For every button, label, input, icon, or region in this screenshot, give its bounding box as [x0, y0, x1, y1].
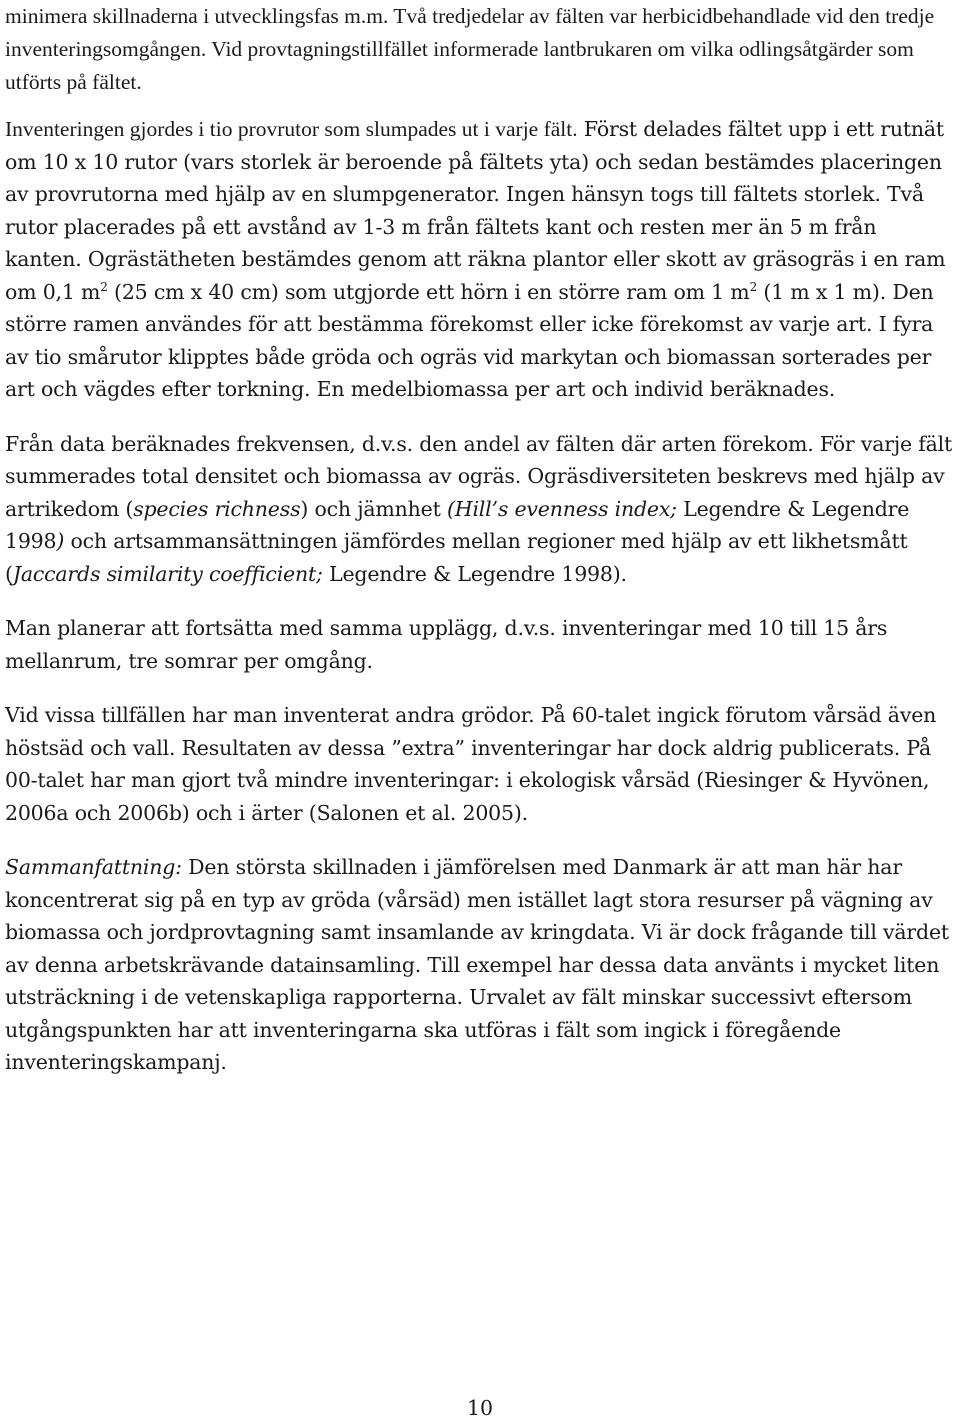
- paragraph-analysis-text-a: Från data beräknades frekvensen, d.v.s. den andel av fälten där arten förekom. För varje fält summerades total densitet och biomassa av ogräs. Ogräsdiversiteten beskrevs med hjälp av artrikedom (: [5, 431, 953, 521]
- paragraph-method-text-b: (25 cm x 40 cm) som utgjorde ett hörn i en större ram om 1 m: [107, 279, 750, 304]
- paragraph-plan: [5, 612, 955, 677]
- italic-term: species richness: [133, 496, 301, 521]
- paragraph-analysis-text-c: Legendre & Legendre 1998: [5, 496, 910, 553]
- page-number: 10: [466, 1396, 494, 1420]
- paragraph-method-text-a: Först delades fältet upp i ett rutnät om 10 x 10 rutor (vars storlek är beroende på fältets yta) och sedan bestämdes placeringen av provrutorna med hjälp av en slumpgenerator. Ingen hänsyn togs till fältets storlek. Två rutor placerades på ett avstånd av 1-3 m från fältets kant och resten mer än 5 m från kanten. Ogrästätheten bestämdes genom att räkna plantor eller skott av gräsogräs i en ram om 0,1 m: [5, 117, 946, 304]
- paragraph-summary: [5, 851, 955, 1079]
- italic-term: ): [56, 529, 65, 553]
- paragraph-intro: [5, 0, 955, 99]
- paragraph-analysis-text-d: och artsammansättningen jämfördes mellan regioner med hjälp av ett likhetsmått (: [5, 529, 908, 586]
- paragraph-analysis: [5, 428, 955, 591]
- paragraph-other-crops: [5, 699, 955, 829]
- document-page: [5, 0, 955, 1079]
- paragraph-analysis-text-b: ) och jämnhet: [300, 496, 447, 521]
- superscript-squared: 2: [749, 279, 757, 294]
- superscript-squared: 2: [100, 279, 108, 294]
- paragraph-method-text-c: (1 m x 1 m). Den större ramen användes för att bestämma förekomst eller icke förekomst av varje art. I fyra av tio smårutor klipptes både gröda och ogräs vid markytan och biomassan sorterades per art och vägdes efter torkning. En medelbiomassa per art och individ beräknades.: [5, 279, 934, 401]
- italic-term: (Hill’s evenness index;: [446, 496, 677, 521]
- paragraph-summary-text: Den största skillnaden i jämförelsen med Danmark är att man här har koncentrerat sig på en typ av gröda (vårsäd) men istället lagt stora resurser på vägning av biomassa och jordprovtagning samt insamlande av kringdata. Vi är dock frågande till värdet av denna arbetskrävande datainsamling. Till exempel har dessa data använts i mycket liten utsträckning i de vetenskapliga rapporterna. Urvalet av fält minskar successivt eftersom utgångspunkten har att inventeringarna ska utföras i fält som ingick i föregående inventeringskampanj.: [5, 855, 949, 1074]
- paragraph-other-crops-text: Vid vissa tillfällen har man inventerat andra grödor. På 60-talet ingick förutom vårsäd även höstsäd och vall. Resultaten av dessa ”extra” inventeringar har dock aldrig publicerats. På 00-talet har man gjort två mindre inventeringar: i ekologisk vårsäd (Riesinger & Hyvönen, 2006a och 2006b) och i ärter (Salonen et al. 2005).: [5, 703, 937, 825]
- paragraph-method: [5, 113, 955, 406]
- paragraph-plan-text: Man planerar att fortsätta med samma upplägg, d.v.s. inventeringar med 10 till 15 års mellanrum, tre somrar per omgång.: [5, 616, 888, 673]
- paragraph-method-lead: Inventeringen gjordes i tio provrutor som slumpades ut i varje fält.: [5, 117, 578, 141]
- italic-term: Jaccards similarity coefficient;: [12, 561, 323, 586]
- paragraph-intro-text: minimera skillnaderna i utvecklingsfas m.m. Två tredjedelar av fälten var herbicidbehandlade vid den tredje inventeringsomgången. Vid provtagningstillfället informerade lantbrukaren om vilka odlingsåtgärder som utförts på fältet.: [5, 4, 935, 94]
- paragraph-analysis-text-e: Legendre & Legendre 1998).: [322, 561, 627, 586]
- summary-label: Sammanfattning:: [5, 855, 182, 879]
